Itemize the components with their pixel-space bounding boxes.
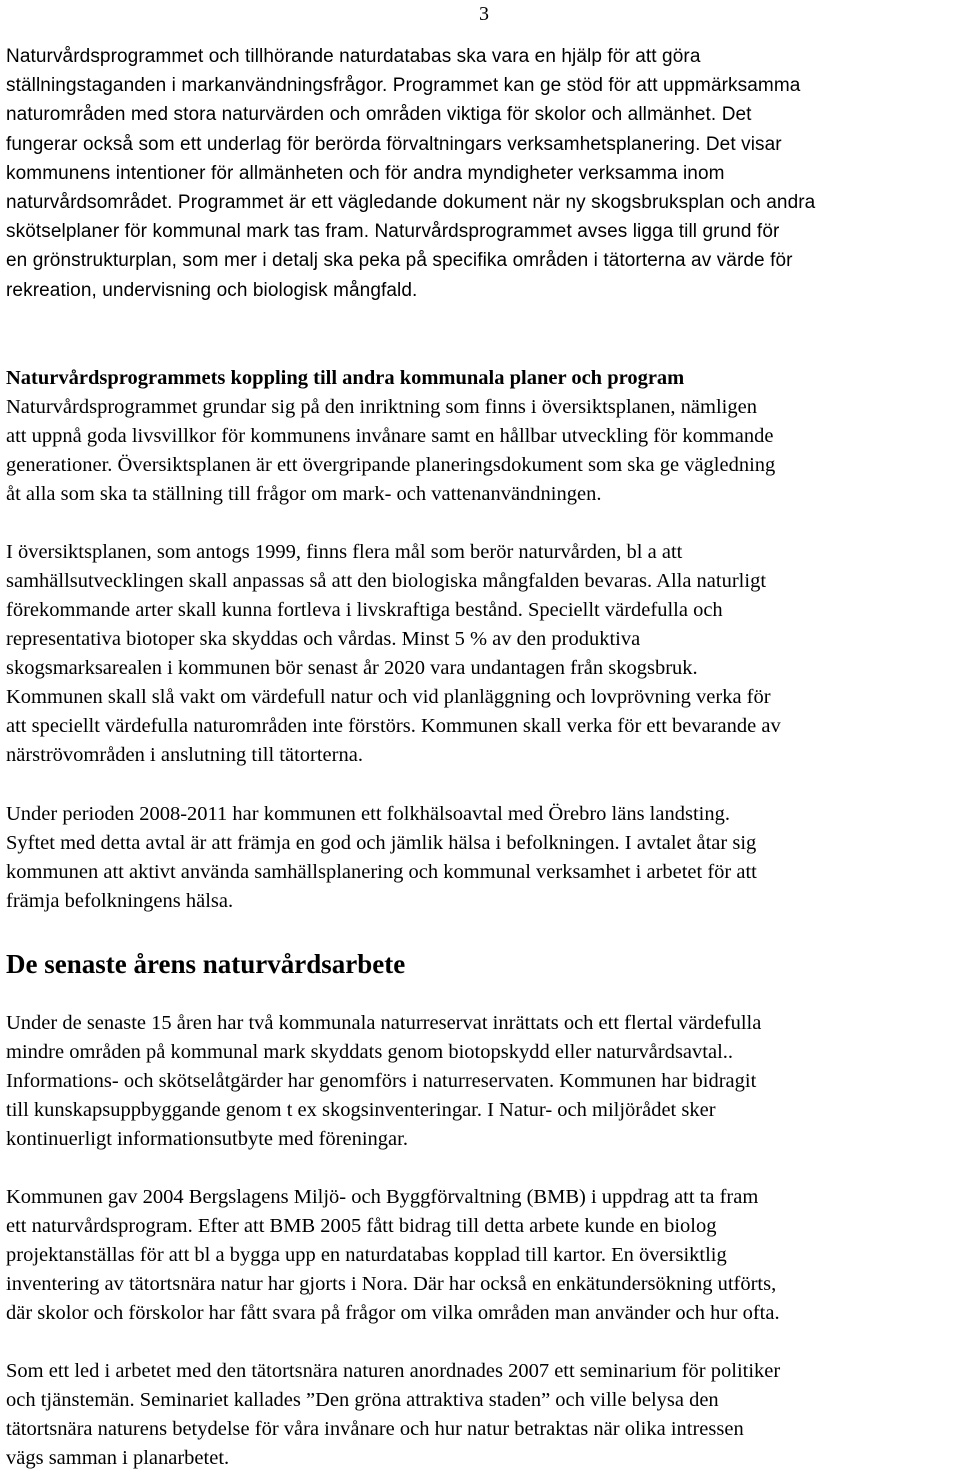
senaste-paragraph-1	[6, 1009, 958, 1154]
text-line: en grönstrukturplan, som mer i detalj ska peka på specifika områden i tätorterna av värde för	[6, 250, 793, 272]
text-line: skötselplaner för kommunal mark tas fram. Naturvårdsprogrammet avses ligga till grund för	[6, 221, 780, 243]
text-line: mindre områden på kommunal mark skyddats genom biotopskydd eller naturvårdsavtal..	[6, 1041, 734, 1063]
text-line: att uppnå goda livsvillkor för kommunens invånare samt en hållbar utveckling för kommande	[6, 425, 774, 447]
section-koppling	[6, 364, 958, 509]
text-line: ställningstaganden i markanvändningsfrågor. Programmet kan ge stöd för att uppmärksamma	[6, 75, 801, 97]
text-line: Som ett led i arbetet med den tätortsnära naturen anordnades 2007 ett seminarium för politiker	[6, 1360, 781, 1382]
senaste-paragraph-3	[6, 1357, 958, 1473]
text-line: ett naturvårdsprogram. Efter att BMB 2005 fått bidrag till detta arbete kunde en biolog	[6, 1215, 717, 1237]
text-line: och tjänstemän. Seminariet kallades ”Den gröna attraktiva staden” och ville belysa den	[6, 1389, 719, 1411]
text-line: främja befolkningens hälsa.	[6, 890, 234, 912]
oversiktsplan-paragraph	[6, 538, 958, 770]
text-line: till kunskapsuppbyggande genom t ex skogsinventeringar. I Natur- och miljörådet sker	[6, 1099, 716, 1121]
text-line: Under perioden 2008-2011 har kommunen ett folkhälsoavtal med Örebro läns landsting.	[6, 803, 730, 825]
page-number: 3	[479, 3, 489, 25]
text-line: fungerar också som ett underlag för berörda förvaltningars verksamhetsplanering. Det visar	[6, 133, 782, 155]
text-line: kommunens intentioner för allmänheten och för andra myndigheter verksamma inom	[6, 162, 725, 184]
text-line: Kommunen skall slå vakt om värdefull natur och vid planläggning och lovprövning verka för	[6, 686, 771, 708]
text-line: inventering av tätortsnära natur har gjorts i Nora. Där har också en enkätundersökning utförts,	[6, 1273, 777, 1295]
text-line: att speciellt värdefulla naturområden inte förstörs. Kommunen skall verka för ett bevarande av	[6, 715, 781, 737]
text-line: generationer. Översiktsplanen är ett övergripande planeringsdokument som ska ge vägledning	[6, 454, 776, 476]
section-heading: Naturvårdsprogrammets koppling till andra kommunala planer och program	[6, 367, 685, 389]
text-line: kommunen att aktivt använda samhällsplanering och kommunal verksamhet i arbetet för att	[6, 861, 757, 883]
text-line: förekommande arter skall kunna fortleva i livskraftiga bestånd. Speciellt värdefulla och	[6, 599, 723, 621]
text-line: naturområden med stora naturvärden och områden viktiga för skolor och allmänhet. Det	[6, 104, 752, 126]
text-line: Informations- och skötselåtgärder har genomförs i naturreservaten. Kommunen har bidragit	[6, 1070, 757, 1092]
document-page	[6, 0, 958, 1474]
intro-paragraph	[6, 42, 958, 305]
text-line: Naturvårdsprogrammet och tillhörande naturdatabas ska vara en hjälp för att göra	[6, 46, 701, 67]
text-line: naturvårdsområdet. Programmet är ett vägledande dokument när ny skogsbruksplan och andra	[6, 192, 816, 214]
text-line: där skolor och förskolor har fått svara på frågor om vilka områden man använder och hur ofta.	[6, 1302, 780, 1324]
section-heading-senaste: De senaste årens naturvårdsarbete	[6, 949, 406, 979]
text-line: Under de senaste 15 åren har två kommunala naturreservat inrättats och ett flertal värdefulla	[6, 1012, 762, 1034]
senaste-paragraph-2	[6, 1183, 958, 1328]
text-line: projektanställas för att bl a bygga upp en naturdatabas kopplad till kartor. En översiktlig	[6, 1244, 727, 1266]
text-line: vägs samman i planarbetet.	[6, 1447, 230, 1469]
text-line: skogsmarksarealen i kommunen bör senast år 2020 vara undantagen från skogsbruk.	[6, 657, 698, 679]
text-line: tätortsnära naturens betydelse för våra invånare och hur natur betraktas när olika intressen	[6, 1418, 744, 1440]
text-line: samhällsutvecklingen skall anpassas så att den biologiska mångfalden bevaras. Alla naturligt	[6, 570, 767, 592]
text-line: kontinuerligt informationsutbyte med föreningar.	[6, 1128, 408, 1150]
text-line: Syftet med detta avtal är att främja en god och jämlik hälsa i befolkningen. I avtalet åtar sig	[6, 832, 757, 854]
text-line: Naturvårdsprogrammet grundar sig på den inriktning som finns i översiktsplanen, nämligen	[6, 396, 757, 418]
text-line: åt alla som ska ta ställning till frågor om mark- och vattenanvändningen.	[6, 483, 602, 505]
text-line: rekreation, undervisning och biologisk mångfald.	[6, 279, 418, 301]
text-line: representativa biotoper ska skyddas och vårdas. Minst 5 % av den produktiva	[6, 628, 641, 650]
text-line: Kommunen gav 2004 Bergslagens Miljö- och Byggförvaltning (BMB) i uppdrag att ta fram	[6, 1186, 759, 1208]
text-line: I översiktsplanen, som antogs 1999, finns flera mål som berör naturvården, bl a att	[6, 541, 683, 563]
folkhalsa-paragraph	[6, 800, 958, 916]
text-line: närströvområden i anslutning till tätorterna.	[6, 744, 363, 766]
